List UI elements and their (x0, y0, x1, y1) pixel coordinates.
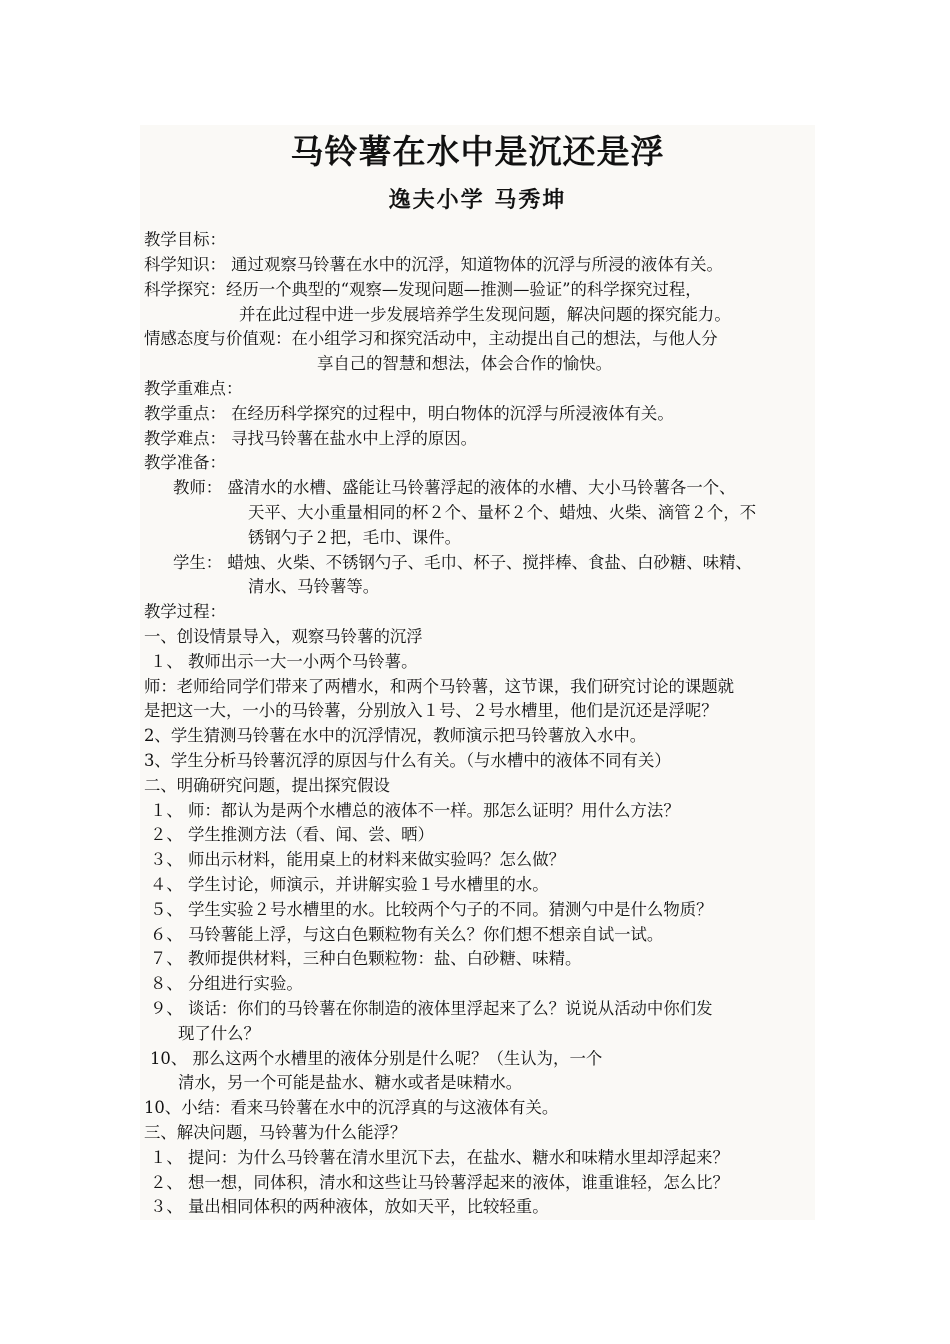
text-line: 清水、马铃薯等。 (248, 577, 380, 596)
text-line: １、 师：都认为是两个水槽总的液体不一样。那怎么证明？用什么方法？ (150, 801, 680, 820)
text-line: 三、解决问题，马铃薯为什么能浮？ (144, 1123, 407, 1142)
text-line: 情感态度与价值观：在小组学习和探究活动中，主动提出自己的想法，与他人分 (144, 329, 718, 348)
text-line: ５、 学生实验２号水槽里的水。比较两个勺子的不同。猜测勺中是什么物质？ (150, 900, 713, 919)
text-line: 师：老师给同学们带来了两槽水，和两个马铃薯，这节课，我们研究讨论的课题就 (144, 677, 735, 696)
document-title: 马铃薯在水中是沉还是浮 (290, 132, 665, 171)
text-line: ２、 学生推测方法（看、闻、尝、晒） (150, 825, 434, 844)
text-line: 教学难点： 寻找马铃薯在盐水中上浮的原因。 (144, 429, 478, 448)
text-line: 10、小结：看来马铃薯在水中的沉浮真的与这液体有关。 (144, 1098, 559, 1117)
text-line: 锈钢勺子２把，毛巾、课件。 (248, 528, 462, 547)
text-line: 天平、大小重量相同的杯２个、量杯２个、蜡烛、火柴、滴管２个，不 (248, 503, 757, 522)
text-line: ２、 想一想，同体积，清水和这些让马铃薯浮起来的液体，谁重谁轻，怎么比？ (150, 1173, 729, 1192)
text-line: 清水，另一个可能是盐水、糖水或者是味精水。 (178, 1073, 523, 1092)
text-line: ３、 师出示材料，能用桌上的材料来做实验吗？怎么做？ (150, 850, 565, 869)
text-line: ９、 谈话：你们的马铃薯在你制造的液体里浮起来了么？说说从活动中你们发 (150, 999, 713, 1018)
text-line: 教学重点： 在经历科学探究的过程中，明白物体的沉浮与所浸液体有关。 (144, 404, 674, 423)
text-line: 教学过程： (144, 602, 226, 621)
text-line: 享自己的智慧和想法，体会合作的愉快。 (317, 354, 613, 373)
document-page (140, 125, 815, 1220)
text-line: 学生： 蜡烛、火柴、不锈钢勺子、毛巾、杯子、搅拌棒、食盐、白砂糖、味精、 (173, 553, 752, 572)
text-line: 10、 那么这两个水槽里的液体分别是什么呢？（生认为，一个 (150, 1049, 603, 1068)
text-line: ４、 学生讨论，师演示，并讲解实验１号水槽里的水。 (150, 875, 549, 894)
text-line: ３、 量出相同体积的两种液体，放如天平，比较轻重。 (150, 1197, 549, 1216)
text-line: ７、 教师提供材料，三种白色颗粒物：盐、白砂糖、味精。 (150, 949, 582, 968)
text-line: 教学目标： (144, 230, 226, 249)
text-line: 并在此过程中进一步发展培养学生发现问题，解决问题的探究能力。 (239, 305, 731, 324)
text-line: 教学重难点： (144, 379, 243, 398)
text-line: １、 提问：为什么马铃薯在清水里沉下去，在盐水、糖水和味精水里却浮起来？ (150, 1148, 729, 1167)
text-line: 是把这一大，一小的马铃薯，分别放入１号、２号水槽里，他们是沉还是浮呢？ (144, 701, 718, 720)
text-line: 一、创设情景导入，观察马铃薯的沉浮 (144, 627, 423, 646)
text-line: 教学准备： (144, 453, 226, 472)
text-line: 3、学生分析马铃薯沉浮的原因与什么有关。（与水槽中的液体不同有关） (144, 751, 671, 770)
text-line: ６、 马铃薯能上浮，与这白色颗粒物有关么？你们想不想亲自试一试。 (150, 925, 664, 944)
text-line: ８、 分组进行实验。 (150, 974, 303, 993)
text-line: 科学探究：经历一个典型的“观察—发现问题—推测—验证”的科学探究过程， (144, 280, 702, 299)
text-line: 教师： 盛清水的水槽、盛能让马铃薯浮起的液体的水槽、大小马铃薯各一个、 (173, 478, 736, 497)
text-line: 科学知识： 通过观察马铃薯在水中的沉浮，知道物体的沉浮与所浸的液体有关。 (144, 255, 723, 274)
text-line: １、 教师出示一大一小两个马铃薯。 (150, 652, 418, 671)
text-line: 二、明确研究问题，提出探究假设 (144, 776, 390, 795)
text-line: 2、学生猜测马铃薯在水中的沉浮情况，教师演示把马铃薯放入水中。 (144, 726, 647, 745)
text-line: 现了什么？ (178, 1024, 260, 1043)
document-author: 逸夫小学 马秀坤 (388, 187, 567, 213)
